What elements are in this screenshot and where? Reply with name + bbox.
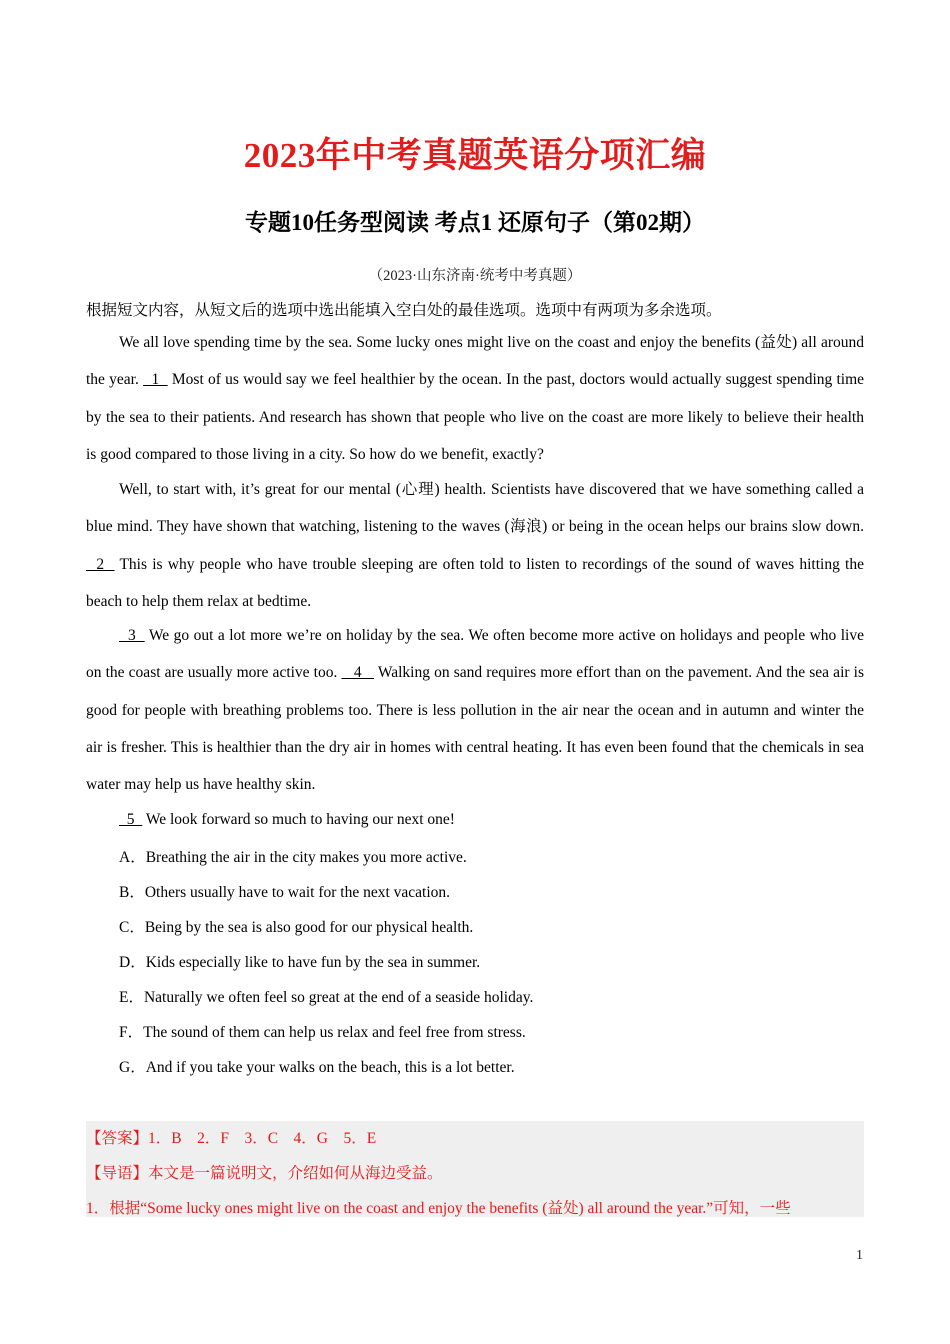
blank-2: 2 xyxy=(86,555,115,573)
option-g: G．And if you take your walks on the beach, this is a lot better. xyxy=(119,1059,515,1076)
guide-text: 【导语】本文是一篇说明文，介绍如何从海边受益。 xyxy=(86,1165,443,1182)
blank-1: 1 xyxy=(143,371,168,389)
instruction-text: 根据短文内容，从短文后的选项中选出能填入空白处的最佳选项。选项中有两项为多余选项。 xyxy=(86,302,722,319)
option-a: A．Breathing the air in the city makes you more active. xyxy=(119,849,467,866)
answer-key: 【答案】1．B 2．F 3．C 4．G 5．E xyxy=(86,1130,377,1147)
option-f: F．The sound of them can help us relax and feel free from stress. xyxy=(119,1024,526,1041)
paragraph-3 xyxy=(86,617,864,803)
paragraph-text: We go out a lot more we’re on holiday by the sea. We often become more active on holidays and people who live on the coast are usually more active too. xyxy=(86,627,864,682)
paragraph-text: Well, to start with, it’s great for our mental (心理) health. Scientists have discovered that we have something called a blue mind. They have shown that watching, listening to the waves (海浪) or being in the ocean helps our brains slow down. xyxy=(86,481,864,536)
page-number: 1 xyxy=(856,1248,863,1263)
explanation-text: 1．根据“Some lucky ones might live on the coast and enjoy the benefits (益处) all around the year.”可知，一些 xyxy=(86,1200,791,1217)
option-c: C．Being by the sea is also good for our physical health. xyxy=(119,919,474,936)
exam-source: （2023·山东济南·统考中考真题） xyxy=(368,268,582,284)
paragraph-text: Walking on sand requires more effort than on the pavement. And the sea air is good for people with breathing problems too. There is less pollution in the air near the ocean and in autumn and winter the air is fresher. This is healthier than the dry air in homes with central heating. It has even been found that the chemicals in sea water may help us have healthy skin. xyxy=(86,664,864,794)
blank-5: 5 xyxy=(119,811,143,828)
answer-section xyxy=(86,1121,864,1217)
paragraph-text: We all love spending time by the sea. Some lucky ones might live on the coast and enjoy the benefits (益处) all around the year. xyxy=(86,334,864,389)
paragraph-text: We look forward so much to having our next one! xyxy=(142,811,455,828)
page-subtitle: 专题10任务型阅读 考点1 还原句子（第02期） xyxy=(245,210,705,235)
paragraph-text: Most of us would say we feel healthier by the ocean. In the past, doctors would actually suggest spending time by the sea to their patients. And research has shown that people who live on the coast are more likely to believe their health is good compared to those living in a city. So how do we benefit, exactly? xyxy=(86,371,865,463)
blank-4: 4 xyxy=(341,664,374,682)
paragraph-1 xyxy=(86,324,864,473)
blank-3: 3 xyxy=(119,627,145,644)
paragraph-text: This is why people who have trouble sleeping are often told to listen to recordings of the sound of waves hitting the beach to help them relax at bedtime. xyxy=(86,555,864,610)
paragraph-2 xyxy=(86,471,864,620)
option-b: B．Others usually have to wait for the next vacation. xyxy=(119,884,451,901)
paragraph-4 xyxy=(86,801,864,838)
option-d: D．Kids especially like to have fun by the sea in summer. xyxy=(119,954,481,971)
option-e: E．Naturally we often feel so great at the end of a seaside holiday. xyxy=(119,989,534,1006)
page-title: 2023年中考真题英语分项汇编 xyxy=(243,136,707,175)
